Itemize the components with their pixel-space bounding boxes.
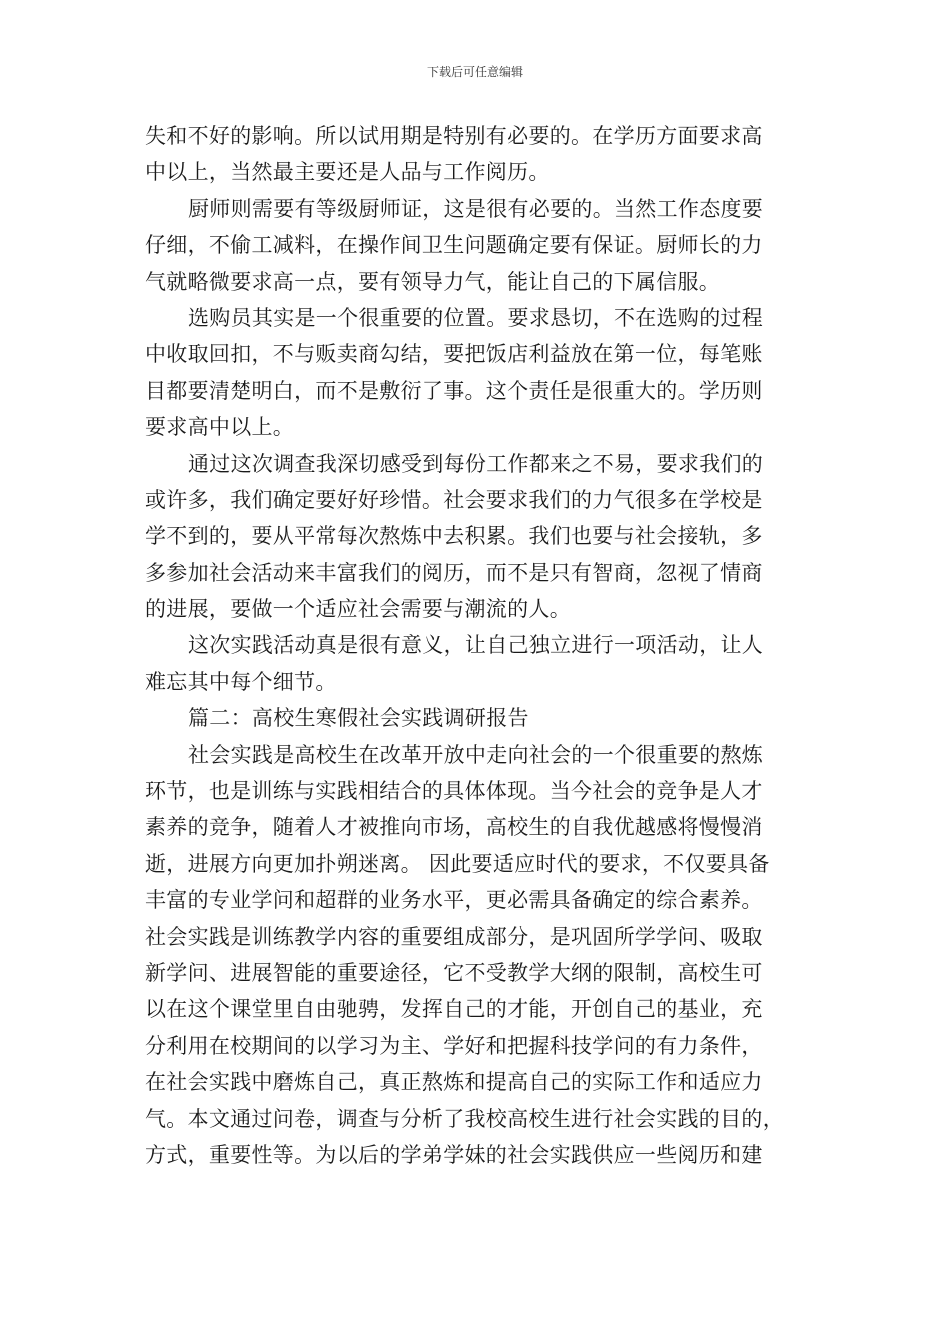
section-heading: 篇二：高校生寒假社会实践调研报告 xyxy=(188,706,529,731)
text-line: 失和不好的影响。所以试用期是特别有必要的。在学历方面要求高 xyxy=(145,124,763,148)
text-line: 素养的竞争，随着人才被推向市场，高校生的自我优越感将慢慢消 xyxy=(145,815,763,840)
text-line: 这次实践活动真是很有意义，让自己独立进行一项活动，让人 xyxy=(188,633,764,658)
text-line: 的进展，要做一个适应社会需要与潮流的人。 xyxy=(145,597,571,622)
text-line: 学不到的，要从平常每次熬炼中去积累。我们也要与社会接轨，多 xyxy=(145,524,763,549)
text-line: 丰富的专业学问和超群的业务水平，更必需具备确定的综合素养。 xyxy=(145,888,763,913)
page-header: 下载后可任意编辑 xyxy=(426,65,523,79)
text-line: 方式，重要性等。为以后的学弟学妹的社会实践供应一些阅历和建 xyxy=(145,1142,763,1167)
text-line: 通过这次调查我深切感受到每份工作都来之不易，要求我们的 xyxy=(188,451,764,476)
text-line: 分利用在校期间的以学习为主、学好和把握科技学问的有力条件， xyxy=(145,1033,763,1058)
text-line: 逝，进展方向更加扑朔迷离。 因此要适应时代的要求，不仅要具备 xyxy=(145,851,770,876)
document-body xyxy=(145,118,815,1173)
text-line: 以在这个课堂里自由驰骋，发挥自己的才能，开创自己的基业，充 xyxy=(145,997,763,1022)
text-line: 目都要清楚明白，而不是敷衍了事。这个责任是很重大的。学历则 xyxy=(145,378,763,403)
text-line: 气。本文通过问卷，调查与分析了我校高校生进行社会实践的目的， xyxy=(145,1106,784,1131)
text-line: 社会实践是训练教学内容的重要组成部分，是巩固所学学问、吸取 xyxy=(145,924,763,949)
text-line: 在社会实践中磨炼自己，真正熬炼和提高自己的实际工作和适应力 xyxy=(145,1070,763,1095)
text-line: 仔细，不偷工减料，在操作间卫生问题确定要有保证。厨师长的力 xyxy=(145,233,763,258)
text-line: 中以上，当然最主要还是人品与工作阅历。 xyxy=(145,160,550,185)
text-line: 气就略微要求高一点，要有领导力气，能让自己的下属信服。 xyxy=(145,269,721,294)
text-line: 中收取回扣，不与贩卖商勾结，要把饭店利益放在第一位，每笔账 xyxy=(145,342,763,367)
text-line: 选购员其实是一个很重要的位置。要求恳切，不在选购的过程 xyxy=(188,305,764,330)
text-line: 新学问、进展智能的重要途径，它不受教学大纲的限制，高校生可 xyxy=(145,960,763,985)
text-line: 难忘其中每个细节。 xyxy=(145,669,337,694)
text-line: 环节，也是训练与实践相结合的具体体现。当今社会的竞争是人才 xyxy=(145,779,763,804)
text-line: 社会实践是高校生在改革开放中走向社会的一个很重要的熬炼 xyxy=(188,742,764,767)
text-line: 多参加社会活动来丰富我们的阅历，而不是只有智商，忽视了情商 xyxy=(145,560,763,585)
text-line: 或许多，我们确定要好好珍惜。社会要求我们的力气很多在学校是 xyxy=(145,487,763,512)
text-line: 厨师则需要有等级厨师证，这是很有必要的。当然工作态度要 xyxy=(188,196,764,221)
text-line: 要求高中以上。 xyxy=(145,415,295,440)
